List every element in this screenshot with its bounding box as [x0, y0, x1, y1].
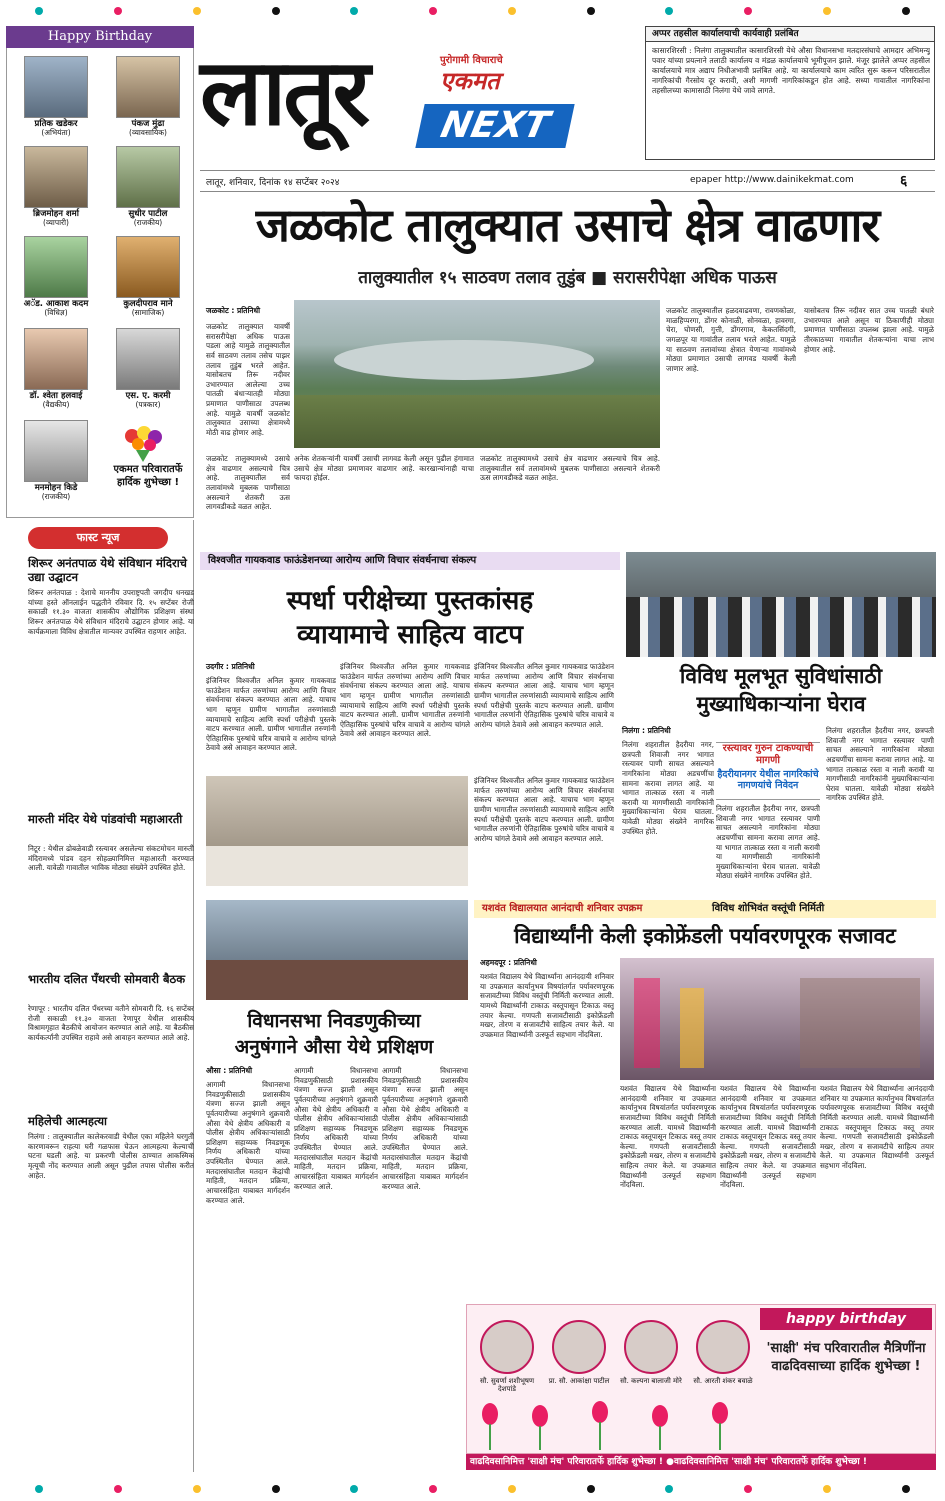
registration-marks-bottom [0, 1482, 945, 1496]
yashwant-photo [620, 958, 934, 1080]
exam-photo-1 [206, 776, 468, 886]
gherao-byline: निलंगा : प्रतिनिधी [622, 726, 671, 735]
exam-byline: उदगीर : प्रतिनिधी [206, 662, 255, 671]
fastnews-body: रेणापूर : भारतीय दलित पँथरच्या वतीने सोमवारी दि. १६ सप्टेंबर रोजी सकाळी ११.३० वाजता रेणापूर येथील शासकीय विश्रामगृहात बैठकीचे आयोजन करण्यात आले आहे. या बैठकीस कार्यकर्त्यांनी उपस्थित राहावे असे आवाहन करण्यात आले आहे. [28, 1004, 194, 1042]
person-photo [116, 328, 180, 390]
exam-col1: इंजिनियर विश्वजीत अनिल कुमार गायकवाड फाउंडेशन मार्फत तरुणांच्या आरोग्य आणि विचार संवर्धनाचा संकल्प करण्यात आला आहे. याचाच भाग म्हणून ग्रामीण भागातील तरुणांसाठी व्यायामाचे साहित्य आणि स्पर्धा परीक्षेची पुस्तके वाटप करण्यात आली. ग्रामीण भागातील तरुणांनी ऐतिहासिक पुरुषांचे चरित्र वाचावे व आरोग्य चांगले ठेवावे असे आवाहन करण्यात आले. [206, 676, 336, 753]
masthead-brand: एकमत [440, 66, 500, 95]
person-photo [116, 146, 180, 208]
lead-subheadline: तालुक्यातील १५ साठवण तलाव तुडुंब ■ सरासरीपेक्षा अधिक पाऊस [358, 268, 777, 288]
sakshi-person-photo [480, 1320, 534, 1374]
lead-col1b: जळकोट तालुक्यामध्ये उसाचे क्षेत्र वाढणार असल्याचे चित्र आहे. तालुक्यातील सर्व तलावांमध्ये मुबलक पाणीसाठा असल्याने शेतकरी ऊस लागवडीकडे वळत आहेत. [206, 454, 290, 512]
birthday-title: Happy Birthday [6, 26, 194, 48]
gherao-headline-1: विविध मूलभूत सुविधांसाठी [679, 664, 883, 688]
lead-col5: यासोबतच तिरू नदीवर सात उच्च पातळी बंधारे उभारण्यात आले असून या ठिकाणीही मोठ्या प्रमाणात पाणीसाठा उपलब्ध झाला आहे. यामुळे तीरकाठच्या गावातील शेतकऱ्यांना याचा लाभ होणार आहे. [804, 306, 934, 354]
fastnews-header: फास्ट न्यूज [28, 527, 168, 549]
lead-col1: जळकोट तालुक्यात यावर्षी सरासरीपेक्षा अधिक पाऊस पडला आहे यामुळे तालुक्यातील सर्व साठवण तलाव तसेच पाझर तलाव तुडुंब भरले आहेत. यासोबतच तिरू नदीवर उभारण्यात आलेल्या उच्च पातळी बंधाऱ्यातही मोठ्या प्रमाणात पाणीसाठा उपलब्ध आहे. यामुळे यावर्षी जळकोट तालुक्यात उसाच्या क्षेत्रामध्ये मोठी वाढ होणार आहे. [206, 322, 290, 438]
sakshi-person: प्रा. सौ. आकांक्षा पाटील [544, 1320, 614, 1385]
birthday-person: ब्रिजमोहन शर्मा (व्यापारी) [12, 146, 100, 228]
person-photo [24, 236, 88, 298]
yashwant-col3: यशवंत विद्यालय येथे विद्यार्थ्यांना आनंददायी शनिवार या उपक्रमात कार्यानुभव विषयांतर्गत पर्यावरणपूरक सजावटीच्या विविध वस्तूंची निर्मिती करण्यात आली. यामध्ये विद्यार्थ्यांनी टाकाऊ वस्तूपासून टिकाऊ वस्तू तयार केल्या. गणपती सजावटीसाठी इकोफ्रेंडली मखर, तोरण व सजावटीचे साहित्य तयार केले. या उपक्रमात विद्यार्थ्यांनी उत्स्फूर्त सहभाग नोंदविला. [720, 1084, 816, 1190]
sakshi-happy-birthday: happy birthday [760, 1308, 932, 1330]
birthday-person: अॅड. आकाश कदम (विधिज्ञ) [12, 236, 100, 318]
gherao-headline-2: मुख्याधिकाऱ्यांना घेराव [696, 692, 866, 716]
birthday-person: प्रतिक खडेकर (अभियंता) [12, 56, 100, 138]
lead-col4: जळकोट तालुक्यातील हळदवाढवणा, रावणकोळा, माळहिप्परगा, डोंगर कोनाळी, सोनवळा, हावरगा, चेरा, घोणसी, गुत्ती, डोंगरगाव, केकतसिंदगी, जगळपूर या गावांतील तलाव भरले आहेत. यामुळे या साठवण तलावांच्या क्षेत्रात येणाऱ्या गावांमध्ये मोठ्या प्रमाणात उसाची लागवड यावर्षी केली जाणार आहे. [666, 306, 796, 373]
fastnews-title: मारुती मंदिर येथे पांडवांची महाआरती [28, 812, 183, 826]
sakshi-person-photo [552, 1320, 606, 1374]
masthead-title: लातूर [200, 38, 368, 146]
ausa-byline: औसा : प्रतिनिधी [206, 1066, 253, 1075]
ausa-col1: आगामी विधानसभा निवडणुकीसाठी प्रशासकीय यंत्रणा सज्ज झाली असून पूर्वतयारीच्या अनुषंगाने शुक्रवारी औसा येथे क्षेत्रीय अधिकारी व पोलीस क्षेत्रीय अधिकाऱ्यांसाठी प्रशिक्षण सहाय्यक निवडणूक निर्णय अधिकारी यांच्या उपस्थितीत घेण्यात आले. मतदारसंघातील मतदान केंद्रांची माहिती, मतदान प्रक्रिया, आचारसंहिता याबाबत मार्गदर्शन करण्यात आले. [206, 1080, 290, 1205]
ausa-photo [206, 900, 468, 1000]
person-photo [24, 146, 88, 208]
yashwant-col1: यशवंत विद्यालय येथे विद्यार्थ्यांना आनंददायी शनिवार या उपक्रमात कार्यानुभव विषयांतर्गत पर्यावरणपूरक सजावटीच्या विविध वस्तूंची निर्मिती करण्यात आली. यामध्ये विद्यार्थ्यांनी टाकाऊ वस्तूपासून टिकाऊ वस्तू तयार केल्या. गणपती सजावटीसाठी इकोफ्रेंडली मखर, तोरण व सजावटीचे साहित्य तयार केले. या उपक्रमात विद्यार्थ्यांनी उत्स्फूर्त सहभाग नोंदविला. [480, 972, 614, 1039]
gherao-pullout: रस्त्यावर गुरुन टाकण्याची मागणी हैदरीयानगर येथील नागरिकांचे नागणयांचे निवेदन [716, 742, 820, 800]
gherao-col1: निलंगा शहरातील हैदरीया नगर, छत्रपती शिवाजी नगर भागात रस्त्यावर पाणी साचत असल्याने नागरिकांना मोठ्या अडचणींचा सामना करावा लागत आहे. या भागात तात्काळ रस्ता व नाली करावी या मागणीसाठी नागरिकांनी मुख्याधिकाऱ्यांना घेराव घातला. यावेळी मोठ्या संख्येने नागरिक उपस्थित होते. [622, 740, 714, 836]
exam-col2: इंजिनियर विश्वजीत अनिल कुमार गायकवाड फाउंडेशन मार्फत तरुणांच्या आरोग्य आणि विचार संवर्धनाचा संकल्प करण्यात आला आहे. याचाच भाग म्हणून ग्रामीण भागातील तरुणांसाठी व्यायामाचे साहित्य आणि स्पर्धा परीक्षेची पुस्तके वाटप करण्यात आली. ग्रामीण भागातील तरुणांनी ऐतिहासिक पुरुषांचे चरित्र वाचावे व आरोग्य चांगले ठेवावे असे आवाहन करण्यात आले. [340, 662, 470, 739]
fastnews-body: निलंगा : तालुक्यातील कालेकरवाडी येथील एका महिलेने घरगुती कारणावरून राहत्या घरी गळफास घेऊन आत्महत्या केल्याची घटना घडली आहे. या प्रकरणी पोलीस ठाण्यात आकस्मिक मृत्यूची नोंद करण्यात आली असून पुढील तपास पोलीस करीत आहेत. [28, 1132, 194, 1180]
topright-headline: अप्पर तहसील कार्यालयाची कार्यवाही प्रलंबित [646, 27, 934, 42]
dateline: लातूर, शनिवार, दिनांक १४ सप्टेंबर २०२४ [206, 178, 340, 188]
birthday-wish: एकमत परिवारातर्फे हार्दिक शुभेच्छा ! [113, 464, 183, 488]
birthday-person: मनमोहन किडे (राजकीय) [12, 420, 100, 502]
ausa-col2: आगामी विधानसभा निवडणुकीसाठी प्रशासकीय यंत्रणा सज्ज झाली असून पूर्वतयारीच्या अनुषंगाने शुक्रवारी औसा येथे क्षेत्रीय अधिकारी व पोलीस क्षेत्रीय अधिकाऱ्यांसाठी प्रशिक्षण सहाय्यक निवडणूक निर्णय अधिकारी यांच्या उपस्थितीत घेण्यात आले. मतदारसंघातील मतदान केंद्रांची माहिती, मतदान प्रक्रिया, आचारसंहिता याबाबत मार्गदर्शन करण्यात आले. [294, 1066, 378, 1191]
registration-marks-top [0, 4, 945, 18]
person-photo [24, 420, 88, 482]
fastnews-title: भारतीय दलित पँथरची सोमवारी बैठक [28, 972, 186, 986]
sakshi-person-photo [696, 1320, 750, 1374]
person-photo [116, 56, 180, 118]
exam-headline-1: स्पर्धा परीक्षेच्या पुस्तकांसह [286, 586, 534, 616]
topright-body: कासारशिरसी : निलंगा तालुक्यातील कासारशिरसी येथे औसा विधानसभा मतदारसंघाचे आमदार अभिमन्यू पवार यांच्या प्रयत्नाने तलाठी कार्यालय व मंडळ कार्यालयाचे भूमीपूजन झाले. मंजूर झालेले अप्पर तहसील कार्यालयाचे मात्र अद्याप निधीअभावी प्रलंबित आहे. या कार्यालयाचे काम त्वरित सुरू करून परिसरातील नागरिकांची गैरसोय दूर करावी, अशी मागणी नागरिकांकडून होत आहे. सध्या गावातील नागरिकांना तहसीलच्या कामासाठी निलंगा येथे जावे लागते. [652, 46, 930, 95]
gherao-col2: निलंगा शहरातील हैदरीया नगर, छत्रपती शिवाजी नगर भागात रस्त्यावर पाणी साचत असल्याने नागरिकांना मोठ्या अडचणींचा सामना करावा लागत आहे. या भागात तात्काळ रस्ता व नाली करावी या मागणीसाठी नागरिकांनी मुख्याधिकाऱ्यांना घेराव घातला. यावेळी मोठ्या संख्येने नागरिक उपस्थित होते. [716, 804, 820, 881]
birthday-person: पंकज मुंढा (व्यावसायिक) [104, 56, 192, 138]
yashwant-headline: विद्यार्थ्यांनी केली इकोफ्रेंडली पर्यावरणपूरक सजावट [514, 924, 896, 948]
exam-col3: इंजिनियर विश्वजीत अनिल कुमार गायकवाड फाउंडेशन मार्फत तरुणांच्या आरोग्य आणि विचार संवर्धनाचा संकल्प करण्यात आला आहे. याचाच भाग म्हणून ग्रामीण भागातील तरुणांसाठी व्यायामाचे साहित्य आणि स्पर्धा परीक्षेची पुस्तके वाटप करण्यात आली. ग्रामीण भागातील तरुणांनी ऐतिहासिक पुरुषांचे चरित्र वाचावे व आरोग्य चांगले ठेवावे असे आवाहन करण्यात आले. [474, 662, 614, 729]
page-number: ६ [900, 173, 908, 189]
yashwant-byline: अहमदपूर : प्रतिनिधी [480, 958, 537, 967]
exam-strip: विश्वजीत गायकवाड फाऊंडेशनच्या आरोग्य आणि विचार संवर्धनाचा संकल्प [200, 552, 620, 570]
ausa-headline-2: अनुषंगाने औसा येथे प्रशिक्षण [234, 1036, 434, 1058]
fastnews-body: शिरूर अनंतपाळ : देशाचे माननीय उपराष्ट्रपती जगदीप धनखड यांच्या हस्ते ऑनलाईन पद्धतीने रविवार दि. १५ सप्टेंबर रोजी सकाळी ११.३० वाजता शासकीय औद्योगिक प्रशिक्षण संस्था शिरूर अनंतपाळ येथे संविधान मंदिराचे उद्घाटन होणार आहे. या कार्यक्रमाला विविध क्षेत्रातील मान्यवर उपस्थित राहणार आहेत. [28, 588, 194, 636]
yashwant-col4: यशवंत विद्यालय येथे विद्यार्थ्यांना आनंददायी शनिवार या उपक्रमात कार्यानुभव विषयांतर्गत पर्यावरणपूरक सजावटीच्या विविध वस्तूंची निर्मिती करण्यात आली. यामध्ये विद्यार्थ्यांनी टाकाऊ वस्तूपासून टिकाऊ वस्तू तयार केल्या. गणपती सजावटीसाठी इकोफ्रेंडली मखर, तोरण व सजावटीचे साहित्य तयार केले. या उपक्रमात विद्यार्थ्यांनी उत्स्फूर्त सहभाग नोंदविला. [820, 1084, 934, 1171]
ausa-col3: आगामी विधानसभा निवडणुकीसाठी प्रशासकीय यंत्रणा सज्ज झाली असून पूर्वतयारीच्या अनुषंगाने शुक्रवारी औसा येथे क्षेत्रीय अधिकारी व पोलीस क्षेत्रीय अधिकाऱ्यांसाठी प्रशिक्षण सहाय्यक निवडणूक निर्णय अधिकारी यांच्या उपस्थितीत घेण्यात आले. मतदारसंघातील मतदान केंद्रांची माहिती, मतदान प्रक्रिया, आचारसंहिता याबाबत मार्गदर्शन करण्यात आले. [382, 1066, 468, 1191]
sakshi-person: सौ. कल्पना बालाजी मोरे [616, 1320, 686, 1385]
sakshi-ticker: वाढदिवसानिमित्त 'साक्षी मंच' परिवारातर्फे हार्दिक शुभेच्छा ! ●वाढदिवसानिमित्त 'साक्षी मंच' परिवारातर्फे हार्दिक शुभेच्छा ! [466, 1454, 936, 1470]
birthday-person: एस. ए. करमी (पत्रकार) [104, 328, 192, 410]
person-photo [116, 236, 180, 298]
ausa-headline-1: विधानसभा निवडणुकीच्या [247, 1010, 421, 1032]
exam-headline-2: व्यायामाचे साहित्य वाटप [297, 620, 523, 650]
sakshi-person-photo [624, 1320, 678, 1374]
person-photo [24, 56, 88, 118]
epaper-link[interactable]: epaper http://www.dainikekmat.com [690, 175, 854, 185]
birthday-person: सुधीर पाटील (राजकीय) [104, 146, 192, 228]
flower-bouquet-icon [118, 424, 168, 462]
gherao-photo [626, 552, 936, 657]
masthead-tagline: पुरोगामी विचाराचे [440, 55, 503, 66]
yashwant-strip-right: विविध शोभिवंत वस्तूंची निर्मिती [704, 900, 936, 918]
sakshi-message: 'साक्षी' मंच परिवारातील मैत्रिणींना वाढदिवसाच्या हार्दिक शुभेच्छा ! [766, 1341, 926, 1374]
yashwant-col2: यशवंत विद्यालय येथे विद्यार्थ्यांना आनंददायी शनिवार या उपक्रमात कार्यानुभव विषयांतर्गत पर्यावरणपूरक सजावटीच्या विविध वस्तूंची निर्मिती करण्यात आली. यामध्ये विद्यार्थ्यांनी टाकाऊ वस्तूपासून टिकाऊ वस्तू तयार केल्या. गणपती सजावटीसाठी इकोफ्रेंडली मखर, तोरण व सजावटीचे साहित्य तयार केले. या उपक्रमात विद्यार्थ्यांनी उत्स्फूर्त सहभाग नोंदविला. [620, 1084, 716, 1190]
fastnews-body: निटूर : येथील ढोबळेवाडी रस्त्यावर असलेल्या संकटमोचन मारुती मंदिरामध्ये पांडव दहन सोहळ्यानिमित्त महाआरती करण्यात आली. यावेळी गावातील भाविक मोठ्या संख्येने उपस्थित होते. [28, 844, 194, 873]
lead-byline: जळकोट : प्रतिनिधी [206, 306, 261, 315]
tulip-flowers-icon [470, 1400, 756, 1450]
fastnews-title: महिलेची आत्महत्या [28, 1114, 107, 1128]
birthday-person: कुलदीपराव माने (सामाजिक) [104, 236, 192, 318]
person-photo [24, 328, 88, 390]
sakshi-person: सौ. सुवर्णा शशीभूषण देशपांडे [472, 1320, 542, 1393]
masthead-next-logo: NEXT [415, 104, 574, 148]
yashwant-strip-left: यशवंत विद्यालयात आनंदाची शनिवार उपक्रम [474, 900, 704, 918]
birthday-person: डॉ. श्वेता हलवाई (वैद्यकीय) [12, 328, 100, 410]
lead-col2: अनेक शेतकऱ्यांनी यावर्षी उसाची लागवड केली असून पुढील हंगामात उसाचे क्षेत्र मोठ्या प्रमाणावर वाढणार आहे. कारखान्यांनाही याचा फायदा होईल. [294, 454, 474, 483]
fastnews-title: शिरूर अनंतपाळ येथे संविधान मंदिराचे उद्या उद्घाटन [28, 556, 187, 585]
exam-col3b: इंजिनियर विश्वजीत अनिल कुमार गायकवाड फाउंडेशन मार्फत तरुणांच्या आरोग्य आणि विचार संवर्धनाचा संकल्प करण्यात आला आहे. याचाच भाग म्हणून ग्रामीण भागातील तरुणांसाठी व्यायामाचे साहित्य आणि स्पर्धा परीक्षेची पुस्तके वाटप करण्यात आली. ग्रामीण भागातील तरुणांनी ऐतिहासिक पुरुषांचे चरित्र वाचावे व आरोग्य चांगले ठेवावे असे आवाहन करण्यात आले. [474, 776, 614, 843]
lead-photo-lake [294, 300, 660, 448]
lead-headline: जळकोट तालुक्यात उसाचे क्षेत्र वाढणार [255, 198, 880, 252]
lead-col3: जळकोट तालुक्यामध्ये उसाचे क्षेत्र वाढणार असल्याचे चित्र आहे. तालुक्यातील सर्व तलावांमध्ये मुबलक पाणीसाठा असल्याने शेतकरी ऊस लागवडीकडे वळत आहेत. [480, 454, 660, 483]
gherao-col3: निलंगा शहरातील हैदरीया नगर, छत्रपती शिवाजी नगर भागात रस्त्यावर पाणी साचत असल्याने नागरिकांना मोठ्या अडचणींचा सामना करावा लागत आहे. या भागात तात्काळ रस्ता व नाली करावी या मागणीसाठी नागरिकांनी मुख्याधिकाऱ्यांना घेराव घातला. यावेळी मोठ्या संख्येने नागरिक उपस्थित होते. [826, 726, 934, 803]
sakshi-person: सौ. आरती शंकर बवाळे [688, 1320, 758, 1385]
